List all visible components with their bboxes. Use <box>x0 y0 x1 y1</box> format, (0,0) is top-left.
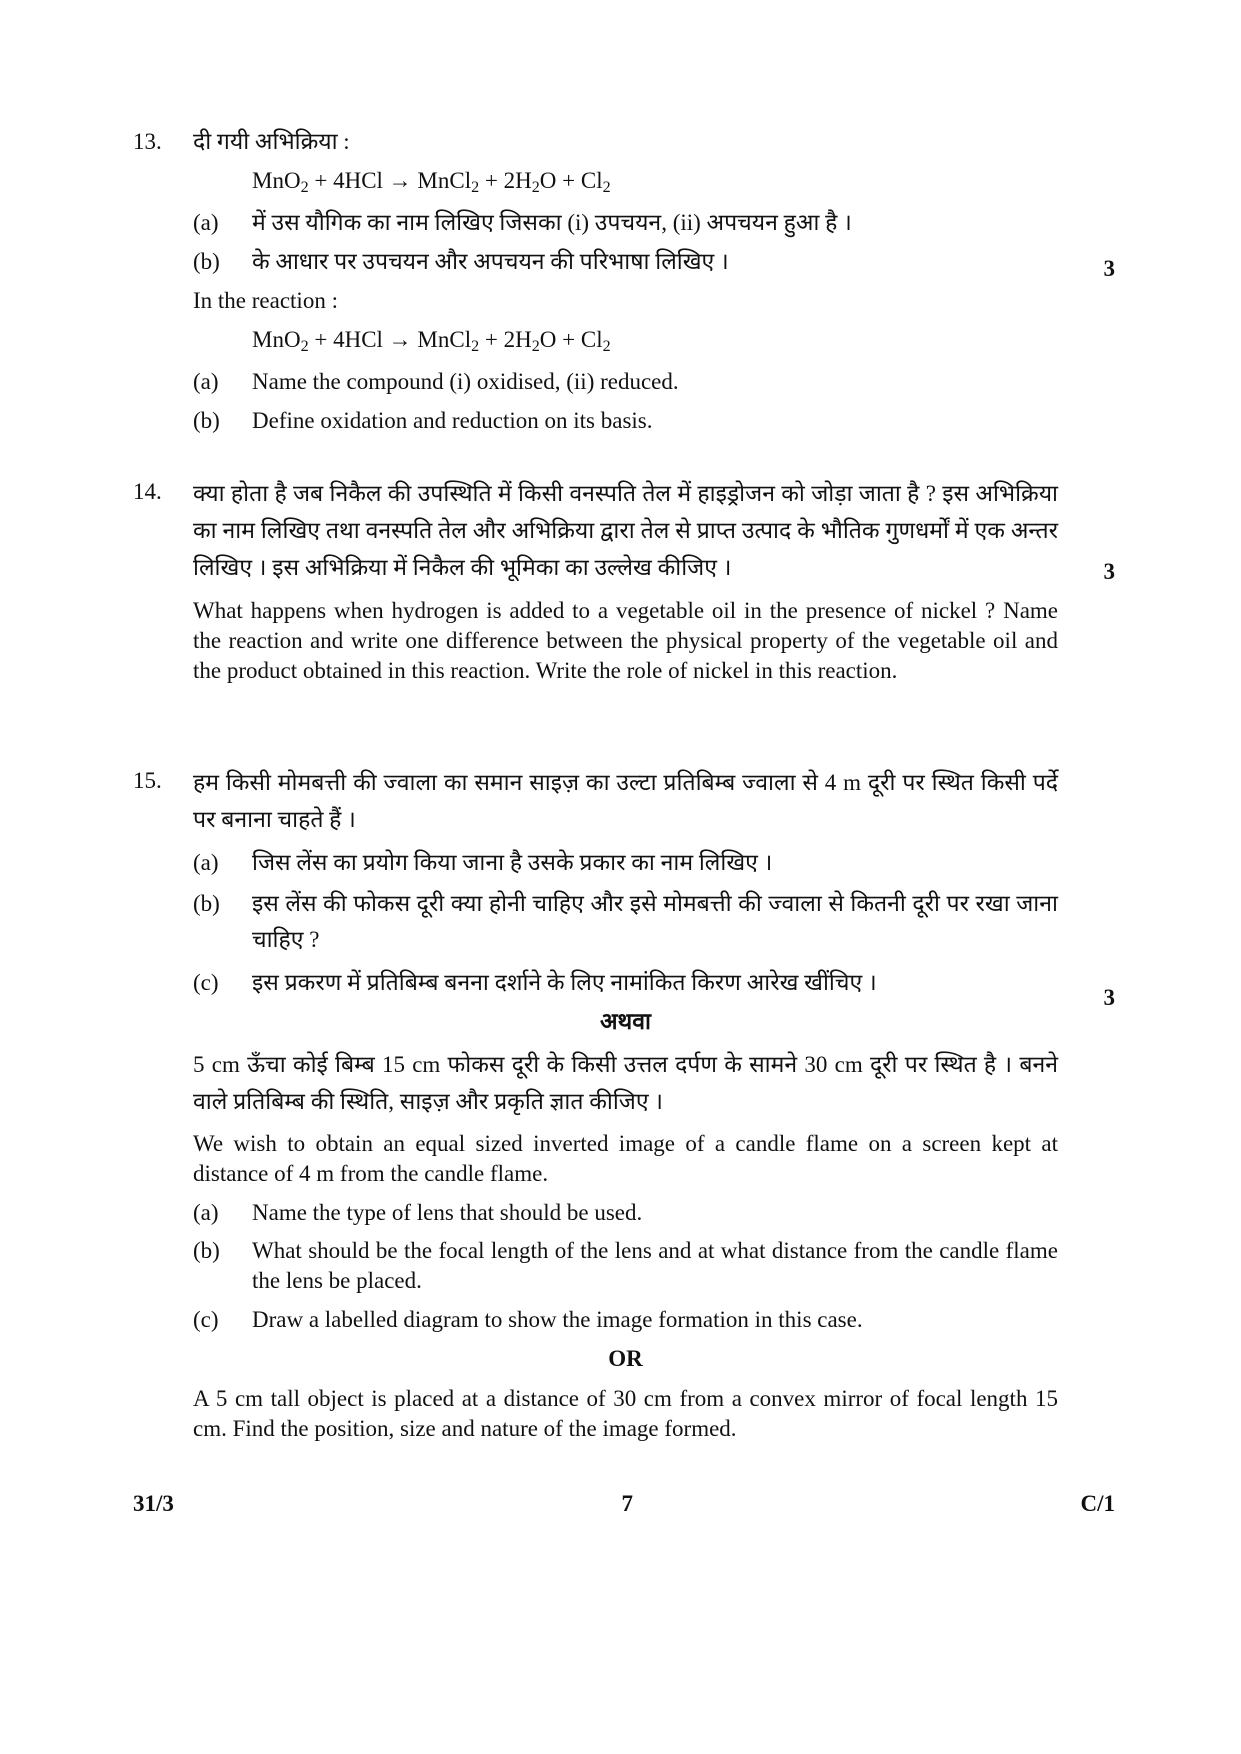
part-label: (c) <box>193 1306 219 1332</box>
question-number: 14. <box>133 479 162 504</box>
part-label: (b) <box>193 1237 220 1263</box>
english-part-b <box>193 405 1058 436</box>
question-14 <box>133 476 1068 694</box>
part-text: इस प्रकरण में प्रतिबिम्ब बनना दर्शाने के लिए नामांकित किरण आरेख खींचिए । <box>252 970 877 996</box>
marks-q14: 3 <box>1103 559 1115 584</box>
part-text: What should be the focal length of the lens and at what distance from the candle flame the lens be placed. <box>252 1237 1058 1293</box>
set-code: C/1 <box>1080 1491 1115 1516</box>
english-part-c <box>193 1304 1058 1335</box>
hindi-alternative: 5 cm ऊँचा कोई बिम्ब 15 cm फोकस दूरी के किसी उत्तल दर्पण के सामने 30 cm दूरी पर स्थित है । बनने वाले प्रतिबिम्ब की स्थिति, साइज़ और प्रकृति ज्ञात कीजिए । <box>193 1052 1058 1115</box>
part-text: इस लेंस की फोकस दूरी क्या होनी चाहिए और इसे मोमबत्ती की ज्वाला से कितनी दूरी पर रखा जाना चाहिए ? <box>252 890 1058 953</box>
or-divider-hindi: अथवा <box>599 1009 651 1035</box>
part-text: में उस यौगिक का नाम लिखिए जिसका (i) उपचयन, (ii) अपचयन हुआ है । <box>252 209 852 235</box>
part-label: (a) <box>193 209 219 235</box>
question-15 <box>133 765 1068 1451</box>
english-part-a <box>193 366 1058 397</box>
eq-part: MnO <box>252 326 301 352</box>
hindi-part-a <box>193 207 1058 238</box>
part-text: Name the type of lens that should be used. <box>252 1199 643 1225</box>
part-label: (a) <box>193 368 219 394</box>
eq-part: + 4HCl → MnCl <box>308 326 472 352</box>
hindi-part-b <box>193 886 1058 960</box>
hindi-part-a <box>193 847 1058 878</box>
eq-part: + 2H <box>479 326 532 352</box>
part-text: Draw a labelled diagram to show the image formation in this case. <box>252 1306 863 1332</box>
eq-subscript: 2 <box>602 337 611 355</box>
or-divider-english: OR <box>608 1345 643 1371</box>
eq-subscript: 2 <box>300 337 309 355</box>
part-label: (b) <box>193 407 220 433</box>
eq-part: O + Cl <box>539 168 603 194</box>
marks-q15: 3 <box>1103 985 1115 1010</box>
hindi-part-c <box>193 967 1058 998</box>
paper-code: 31/3 <box>133 1491 174 1516</box>
eq-subscript: 2 <box>602 179 611 197</box>
part-text: जिस लेंस का प्रयोग किया जाना है उसके प्रकार का नाम लिखिए । <box>252 849 773 875</box>
part-label: (c) <box>193 970 219 996</box>
eq-subscript: 2 <box>531 179 540 197</box>
part-label: (a) <box>193 849 219 875</box>
part-label: (a) <box>193 1199 219 1225</box>
eq-subscript: 2 <box>300 179 309 197</box>
question-number: 13. <box>133 129 162 154</box>
eq-part: MnO <box>252 168 301 194</box>
part-label: (b) <box>193 248 220 274</box>
eq-subscript: 2 <box>531 337 540 355</box>
english-text: What happens when hydrogen is added to a vegetable oil in the presence of nickel ? Name the reaction and write one difference between the physical property of the vegetable oil and the product obtained in this reaction. Write the role of nickel in this reaction. <box>193 598 1058 684</box>
english-intro: We wish to obtain an equal sized inverted image of a candle flame on a screen kept at distance of 4 m from the candle flame. <box>193 1130 1058 1186</box>
english-part-b <box>193 1236 1058 1296</box>
english-intro: In the reaction : <box>193 287 338 313</box>
hindi-intro: हम किसी मोमबत्ती की ज्वाला का समान साइज़ का उल्टा प्रतिबिम्ब ज्वाला से 4 m दूरी पर स्थित किसी पर्दे पर बनाना चाहते हैं । <box>193 770 1058 832</box>
question-13 <box>133 126 1068 444</box>
hindi-intro: दी गयी अभिक्रिया : <box>193 129 350 154</box>
part-label: (b) <box>193 890 220 916</box>
eq-subscript: 2 <box>471 337 480 355</box>
part-text: Define oxidation and reduction on its basis. <box>252 407 653 433</box>
part-text: Name the compound (i) oxidised, (ii) reduced. <box>252 368 679 394</box>
eq-part: O + Cl <box>539 326 603 352</box>
marks-q13: 3 <box>1103 256 1115 281</box>
reaction-equation-english <box>252 324 1058 358</box>
question-number: 15. <box>133 768 162 793</box>
hindi-text: क्या होता है जब निकैल की उपस्थिति में किसी वनस्पति तेल में हाइड्रोजन को जोड़ा जाता है ? इस अभिक्रिया का नाम लिखिए तथा वनस्पति तेल और अभिक्रिया द्वारा तेल से प्राप्त उत्पाद के भौतिक गुणधर्मों में एक अन्तर लिखिए । इस अभिक्रिया में निकैल की भूमिका का उल्लेख कीजिए । <box>193 481 1058 580</box>
page-number: 7 <box>621 1491 633 1516</box>
eq-part: + 4HCl → MnCl <box>308 168 472 194</box>
eq-part: + 2H <box>479 168 532 194</box>
english-part-a <box>193 1197 1058 1228</box>
page-footer <box>133 1488 1115 1519</box>
eq-subscript: 2 <box>471 179 480 197</box>
reaction-equation <box>252 165 1058 199</box>
english-alternative: A 5 cm tall object is placed at a distance of 30 cm from a convex mirror of focal length 15 cm. Find the position, size and nature of the image formed. <box>193 1385 1058 1441</box>
hindi-part-b <box>193 246 1058 277</box>
part-text: के आधार पर उपचयन और अपचयन की परिभाषा लिखिए । <box>252 248 729 274</box>
